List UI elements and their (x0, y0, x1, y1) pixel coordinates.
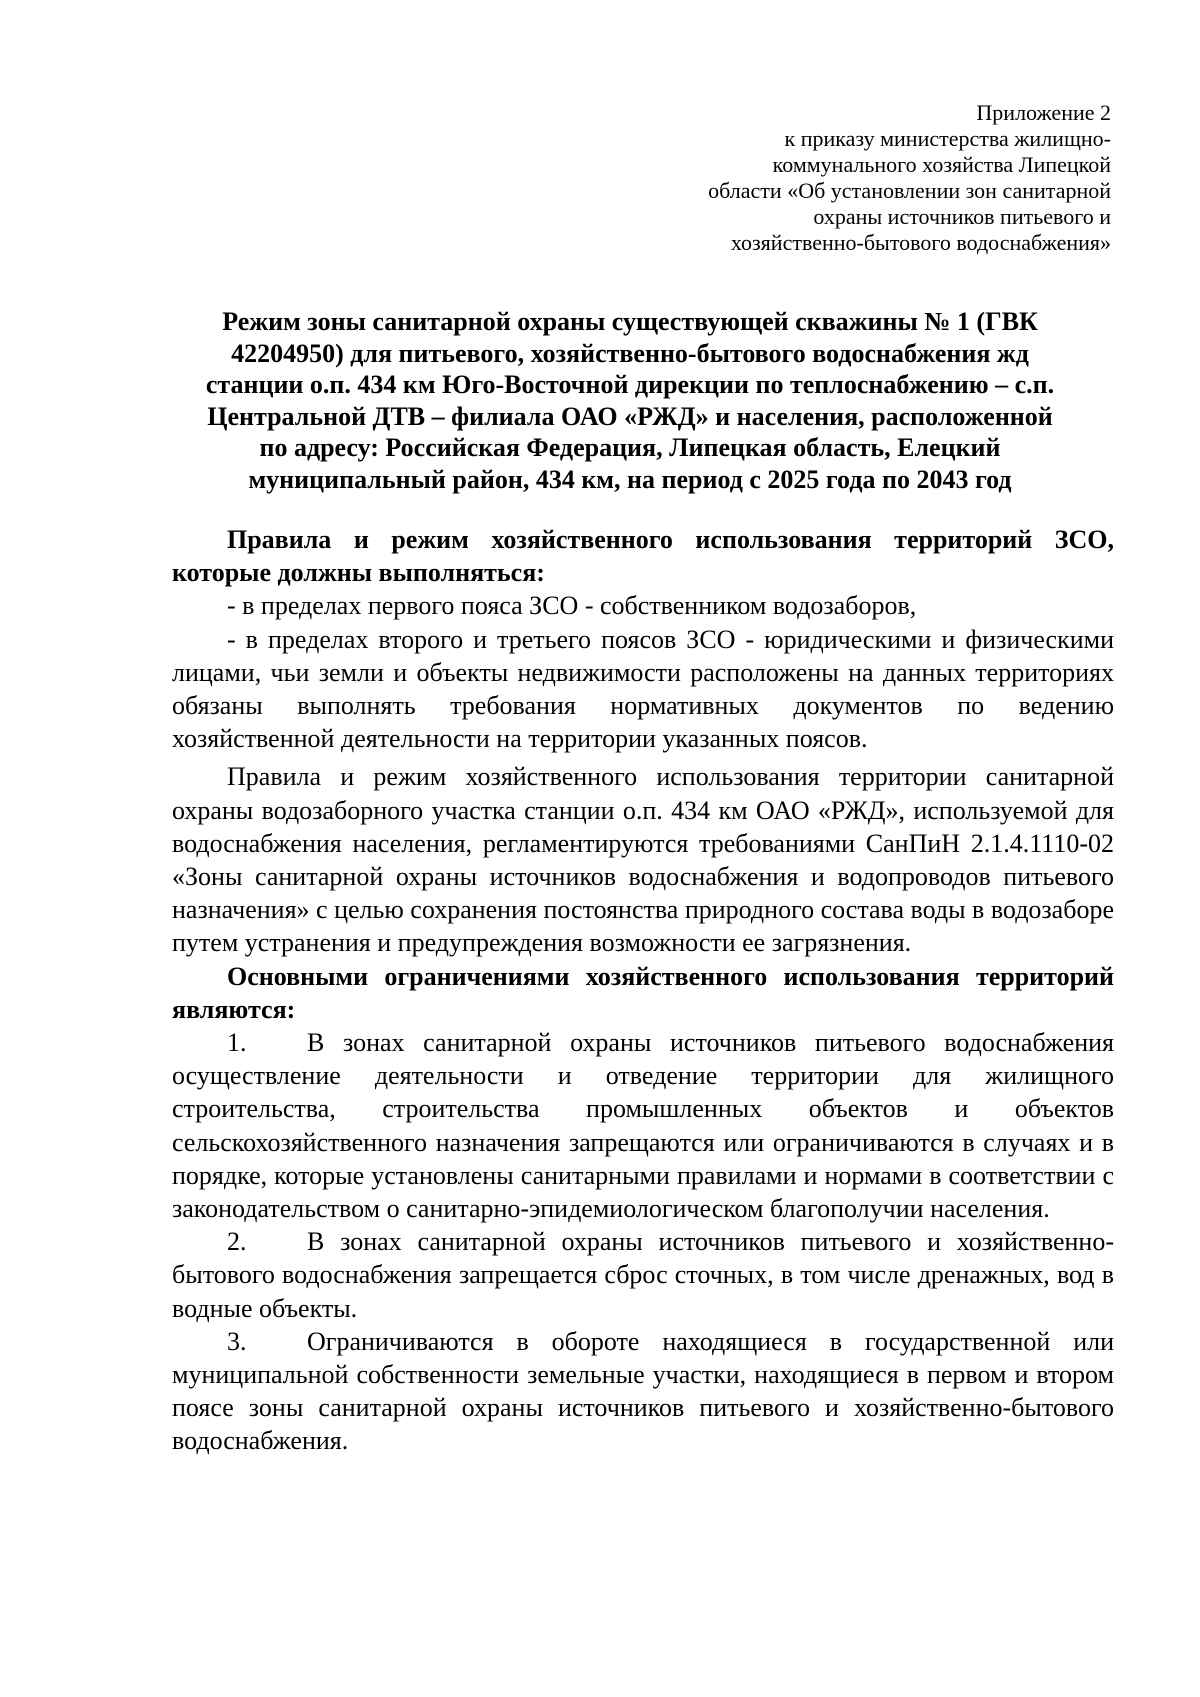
appendix-header (591, 100, 1111, 256)
restriction-item (172, 1225, 1114, 1325)
appendix-line: хозяйственно-бытового водоснабжения» (730, 230, 1111, 255)
document-body (172, 523, 1114, 1458)
restriction-item (172, 1026, 1114, 1225)
rules-heading: Правила и режим хозяйственного использования территорий ЗСО, которые должны выполняться: (172, 525, 1114, 588)
appendix-line: области «Об установлении зон санитарной (708, 178, 1111, 203)
regulation-paragraph: Правила и режим хозяйственного использования территории санитарной охраны водозаборного участка станции о.п. 434 км ОАО «РЖД», используемой для водоснабжения населения, регламентируются требованиями СанПиН 2.1.4.1110-02 «Зоны санитарной охраны источников водоснабжения и водопроводов питьевого назначения» с целью сохранения постоянства природного состава воды в водозаборе путем устранения и предупреждения возможности ее загрязнения. (172, 762, 1114, 958)
appendix-line: к приказу министерства жилищно- (784, 126, 1111, 151)
item-number: 2. (227, 1227, 247, 1257)
title-line: муниципальный район, 434 км, на период с 2025 года по 2043 год (248, 464, 1012, 494)
restriction-item (172, 1325, 1114, 1458)
title-line: по адресу: Российская Федерация, Липецкая область, Елецкий (259, 433, 1001, 462)
bullet-second-third-belts: - в пределах второго и третьего поясов ЗСО - юридическими и физическими лицами, чьи земли и объекты недвижимости расположены на данных территориях обязаны выполнять требования нормативных документов по ведению хозяйственной деятельности на территории указанных поясов. (172, 624, 1114, 754)
item-text: Ограничиваются в обороте находящиеся в государственной или муниципальной собственности земельные участки, находящиеся в первом и втором поясе зоны санитарной охраны источников питьевого и хозяйственно-бытового водоснабжения. (172, 1326, 1114, 1456)
title-line: Режим зоны санитарной охраны существующей скважины № 1 (ГВК (222, 307, 1038, 336)
item-text: В зонах санитарной охраны источников питьевого и хозяйственно-бытового водоснабжения запрещается сброс сточных, в том числе дренажных, вод в водные объекты. (172, 1227, 1114, 1323)
item-number: 1. (227, 1028, 247, 1058)
appendix-line: Приложение 2 (976, 100, 1111, 125)
bullet-first-belt: - в пределах первого пояса ЗСО - собственником водозаборов, (227, 591, 917, 621)
appendix-line: коммунального хозяйства Липецкой (772, 152, 1111, 177)
restrictions-heading: Основными ограничениями хозяйственного использования территорий являются: (172, 961, 1114, 1024)
title-line: станции о.п. 434 км Юго-Восточной дирекции по теплоснабжению – с.п. (205, 370, 1055, 399)
title-line: Центральной ДТВ – филиала ОАО «РЖД» и населения, расположенной (207, 401, 1053, 431)
appendix-line: охраны источников питьевого и (813, 204, 1111, 229)
title-line: 42204950) для питьевого, хозяйственно-бытового водоснабжения жд (231, 338, 1029, 368)
item-text: В зонах санитарной охраны источников питьевого водоснабжения осуществление деятельности и отведение территории для жилищного строительства, строительства промышленных объектов и объектов сельскохозяйственного назначения запрещаются или ограничиваются в случаях и в порядке, которые установлены санитарными правилами и нормами в соответствии с законодательством о санитарно-эпидемиологическом благополучии населения. (172, 1028, 1114, 1224)
item-number: 3. (227, 1326, 247, 1356)
document-title (160, 306, 1100, 495)
